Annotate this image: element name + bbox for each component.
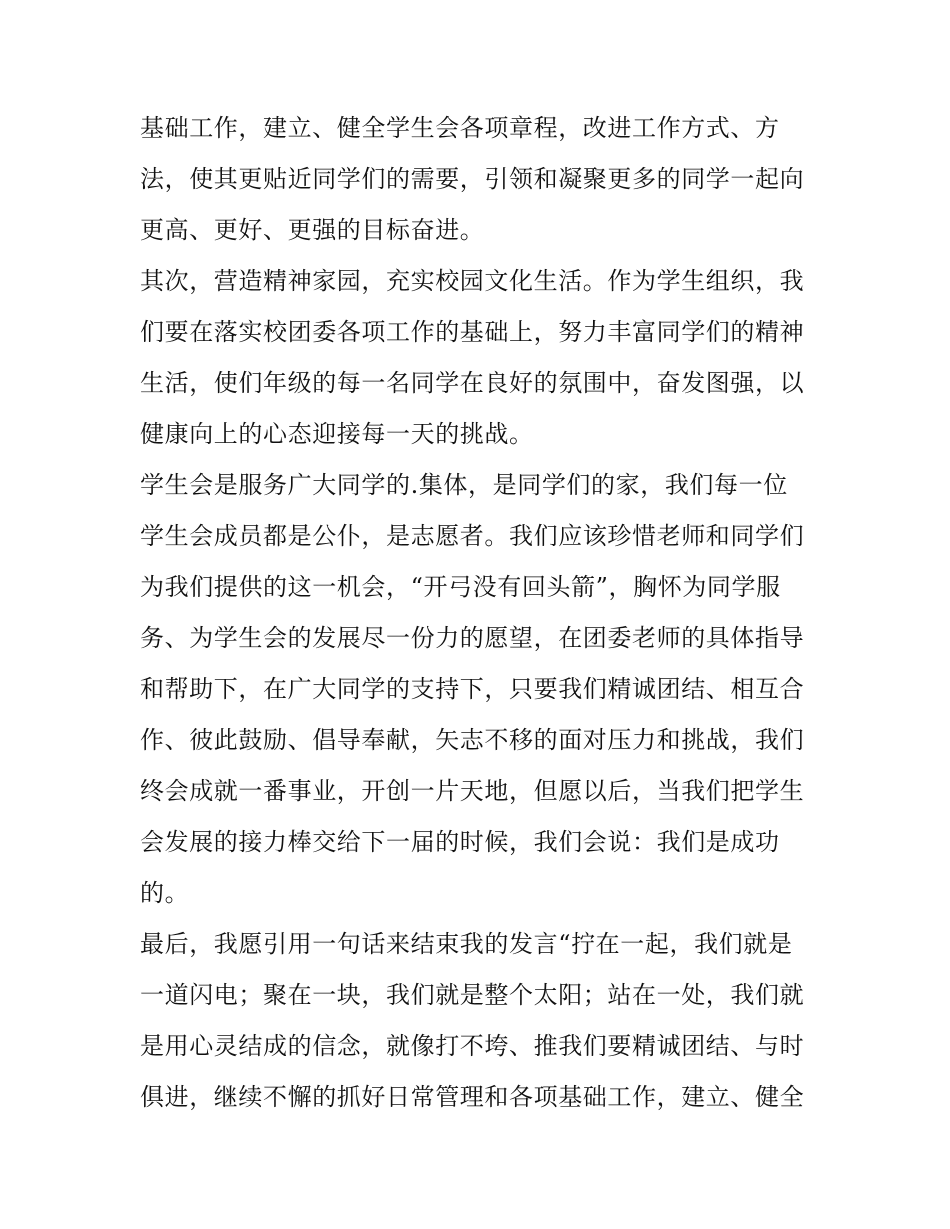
text-line: 其次，营造精神家园，充实校园文化生活。作为学生组织，我	[140, 267, 805, 295]
text-line: 生活，使们年级的每一名同学在良好的氛围中，奋发图强，以	[140, 369, 805, 397]
text-line: 更高、更好、更强的目标奋进。	[140, 216, 485, 244]
text-line: 终会成就一番事业，开创一片天地，但愿以后，当我们把学生	[140, 777, 805, 805]
text-line: 务、为学生会的发展尽一份力的愿望，在团委老师的具体指导	[140, 624, 805, 652]
text-line: 俱进，继续不懈的抓好日常管理和各项基础工作，建立、健全	[140, 1083, 805, 1111]
text-line: 健康向上的心态迎接每一天的挑战。	[140, 420, 534, 448]
text-line: 最后，我愿引用一句话来结束我的发言“拧在一起，我们就是	[140, 930, 793, 958]
text-line: 是用心灵结成的信念，就像打不垮、推我们要精诚团结、与时	[140, 1032, 805, 1060]
text-line: 会发展的接力棒交给下一届的时候，我们会说：我们是成功	[140, 828, 780, 856]
text-line: 学生会是服务广大同学的.集体，是同学们的家，我们每一位	[140, 471, 788, 499]
text-line: 的。	[140, 879, 190, 907]
text-line: 法，使其更贴近同学们的需要，引领和凝聚更多的同学一起向	[140, 165, 805, 193]
text-line: 一道闪电；聚在一块，我们就是整个太阳；站在一处，我们就	[140, 981, 805, 1009]
text-line: 学生会成员都是公仆，是志愿者。我们应该珍惜老师和同学们	[140, 522, 805, 550]
text-line: 们要在落实校团委各项工作的基础上，努力丰富同学们的精神	[140, 318, 805, 346]
text-line: 作、彼此鼓励、倡导奉献，矢志不移的面对压力和挑战，我们	[140, 726, 805, 754]
text-line: 基础工作，建立、健全学生会各项章程，改进工作方式、方	[140, 114, 780, 142]
text-line: 为我们提供的这一机会，“开弓没有回头箭”，胸怀为同学服	[140, 573, 781, 601]
text-line: 和帮助下，在广大同学的支持下，只要我们精诚团结、相互合	[140, 675, 805, 703]
